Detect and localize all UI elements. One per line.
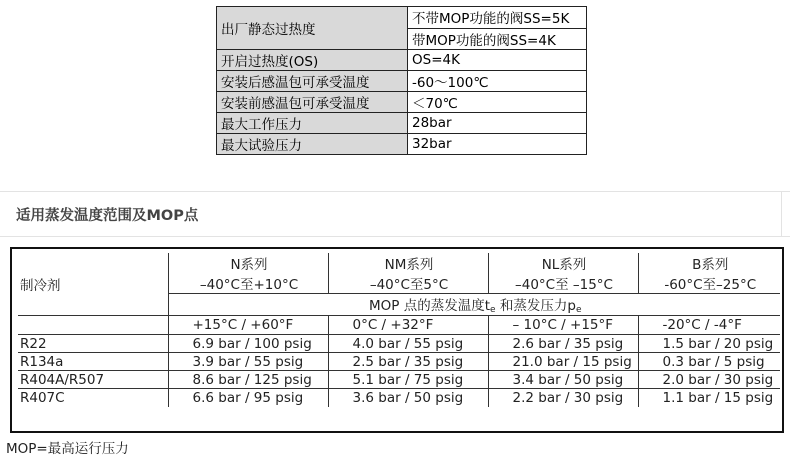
spec-value: 32bar (408, 134, 587, 155)
pressure-cell: 2.2 bar / 30 psig (488, 389, 638, 407)
section-title: 适用蒸发温度范围及MOP点 (16, 208, 199, 224)
table-row (18, 335, 780, 353)
pressure-cell: 3.6 bar / 50 psig (328, 389, 488, 407)
spec-label: 出厂静态过热度 (217, 7, 408, 50)
spec-label: 安装前感温包可承受温度 (217, 92, 408, 113)
mop-caption-sub-te: e (490, 305, 496, 315)
spec-row-max-working (217, 113, 587, 134)
mop-caption-sub-pe: e (575, 305, 582, 315)
table-row (18, 371, 780, 389)
mop-temp-row (18, 316, 780, 335)
mop-table-frame (10, 247, 784, 433)
pressure-cell: 5.1 bar / 75 psig (328, 371, 488, 389)
pressure-cell: 21.0 bar / 15 psig (488, 353, 638, 371)
series-name-n: N系列 (168, 253, 328, 273)
spec-label: 安装后感温包可承受温度 (217, 71, 408, 92)
series-range-b: -60°C至–25°C (638, 273, 780, 294)
spec-label: 最大工作压力 (217, 113, 408, 134)
spec-row-opening (217, 50, 587, 71)
spec-row-bulb-before (217, 92, 587, 113)
spec-row-max-test (217, 134, 587, 155)
series-name-nm: NM系列 (328, 253, 488, 273)
table-row (18, 389, 780, 407)
empty-cell (18, 316, 168, 335)
pressure-cell: 8.6 bar / 125 psig (168, 371, 328, 389)
spec-table (216, 6, 587, 155)
footnote: MOP=最高运行压力 (6, 441, 129, 457)
mop-caption-mid: 和蒸发压力p (495, 298, 576, 314)
mop-temp-n: +15°C / +60°F (168, 316, 328, 335)
pressure-cell: 3.4 bar / 50 psig (488, 371, 638, 389)
pressure-cell: 6.9 bar / 100 psig (168, 335, 328, 353)
series-range-n: –40°C至+10°C (168, 273, 328, 294)
spec-row-superheat (217, 7, 587, 29)
refrigerant-name: R404A/R507 (18, 371, 168, 389)
pressure-cell: 6.6 bar / 95 psig (168, 389, 328, 407)
pressure-cell: 3.9 bar / 55 psig (168, 353, 328, 371)
series-name-b: B系列 (638, 253, 780, 273)
spec-label: 最大试验压力 (217, 134, 408, 155)
mop-caption (168, 294, 780, 316)
pressure-cell: 1.1 bar / 15 psig (638, 389, 780, 407)
mop-caption-prefix: MOP 点的蒸发温度t (369, 298, 491, 314)
refrigerant-name: R22 (18, 335, 168, 353)
spec-value: ＜70℃ (408, 92, 587, 113)
section-header (0, 191, 790, 237)
pressure-cell: 0.3 bar / 5 psig (638, 353, 780, 371)
refrigerant-header: 制冷剂 (18, 253, 168, 316)
refrigerant-name: R407C (20, 389, 65, 406)
spec-row-bulb-after (217, 71, 587, 92)
pressure-cell: 2.6 bar / 35 psig (488, 335, 638, 353)
mop-table (18, 253, 780, 407)
table-row (18, 353, 780, 371)
mop-temp-b: -20°C / -4°F (638, 316, 780, 335)
series-name-row (18, 253, 780, 273)
series-range-nm: –40°C至5°C (328, 273, 488, 294)
mop-temp-nm: 0°C / +32°F (328, 316, 488, 335)
series-name-nl: NL系列 (488, 253, 638, 273)
pressure-cell: 2.5 bar / 35 psig (328, 353, 488, 371)
spec-value: 带MOP功能的阀SS=4K (408, 28, 587, 50)
pressure-cell: 2.0 bar / 30 psig (638, 371, 780, 389)
section-header-box (6, 192, 782, 236)
refrigerant-name: R134a (18, 353, 168, 371)
spec-value: 不带MOP功能的阀SS=5K (408, 7, 587, 29)
pressure-cell: 1.5 bar / 20 psig (638, 335, 780, 353)
spec-label: 开启过热度(OS) (217, 50, 408, 71)
mop-temp-nl: – 10°C / +15°F (488, 316, 638, 335)
spec-value: -60～100℃ (408, 71, 587, 92)
series-range-nl: –40°C至 –15°C (488, 273, 638, 294)
spec-value: 28bar (408, 113, 587, 134)
spec-value: OS=4K (408, 50, 587, 71)
pressure-cell: 4.0 bar / 55 psig (328, 335, 488, 353)
